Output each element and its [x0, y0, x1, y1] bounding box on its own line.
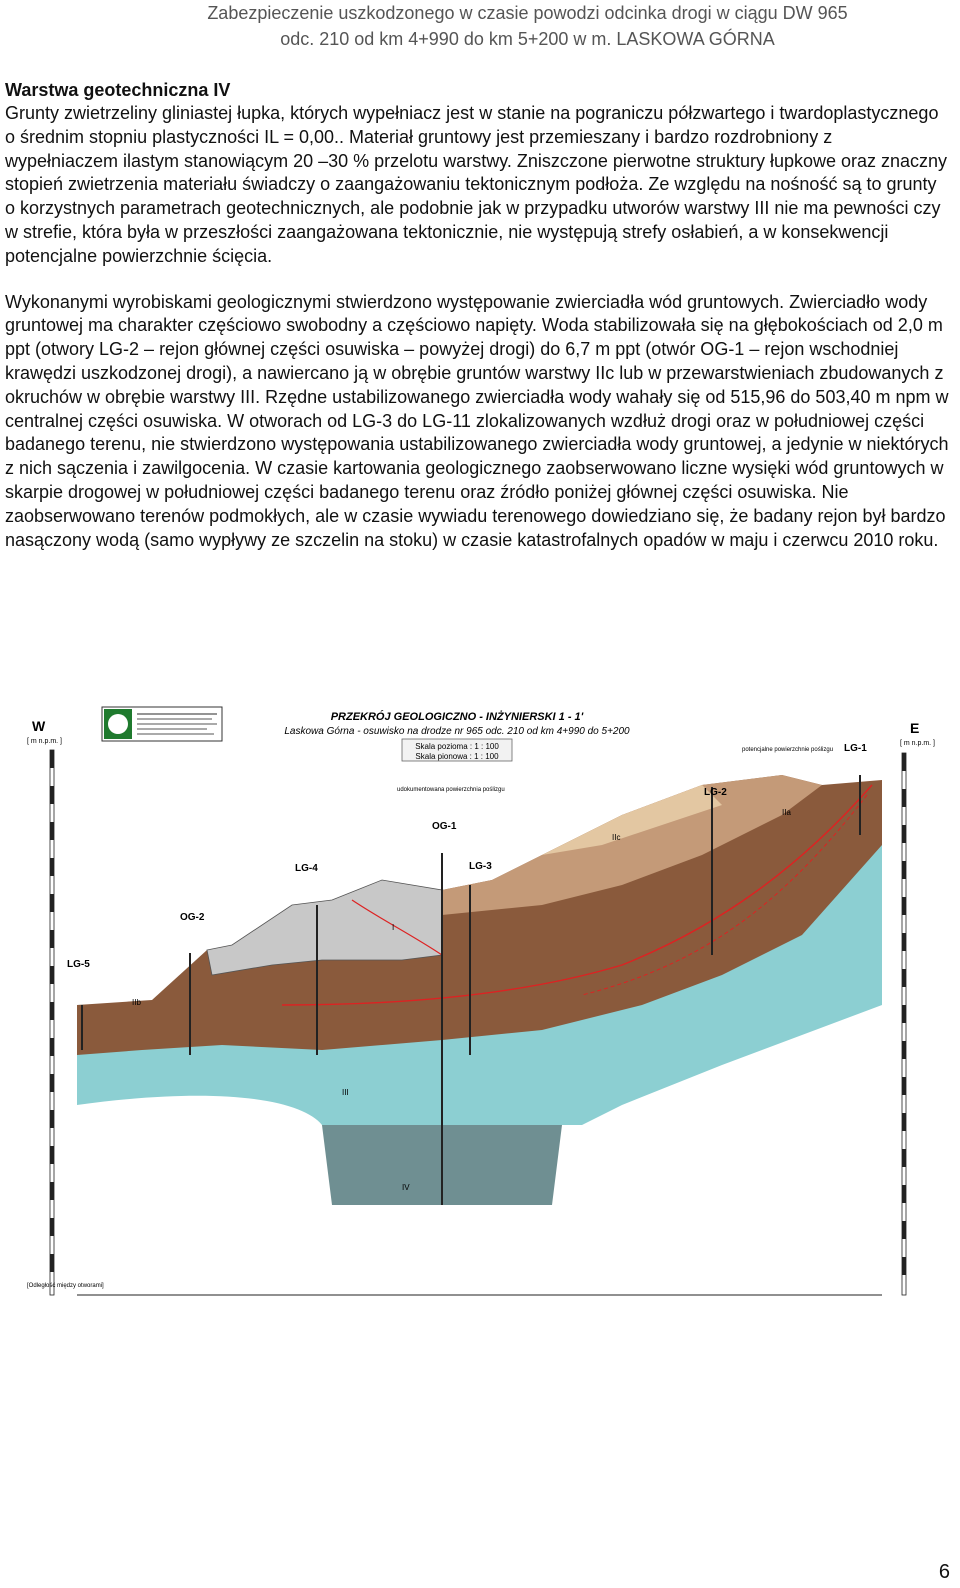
geological-cross-section [22, 705, 942, 1310]
cross-section-drawing [22, 705, 942, 1310]
figure-title: PRZEKRÓJ GEOLOGICZNO - INŻYNIERSKI 1 - 1' [330, 711, 584, 723]
distance-label: [Odległość między otworami] [27, 1283, 104, 1289]
scale-horizontal: Skala pozioma : 1 : 100 [415, 742, 499, 751]
layer-label-iii: III [342, 1088, 349, 1097]
borehole-lg1: LG-1 [844, 743, 867, 754]
layer-label-iib: IIb [132, 998, 141, 1007]
right-elevation-scale [902, 753, 906, 1295]
main-content [5, 78, 950, 552]
east-label: E [910, 720, 920, 736]
page-number: 6 [938, 1561, 950, 1583]
paragraph-layer-iv: Grunty zwietrzeliny gliniastej łupka, których wypełniacz jest w stanie na pograniczu półzwartego i twardoplastycznego o średnim stopniu plastyczności IL = 0,00.. Materiał gruntowy jest przemieszany i bardzo rozdrobniony z wypełniaczem ilastym stanowiącym 20 –30 % przelotu warstwy. Zniszczone pierwotne struktury łupkowe oraz znaczny stopień zwietrzenia materiału świadczy o zaangażowaniu tektonicznym podłoża. Ze względu na nośność są to grunty o korzystnych parametrach geotechnicznych, ale podobnie jak w przypadku utworów warstwy III nie ma pewności czy w strefie, która była w przeszłości zaangażowana tektonicznie, nie występują strefy osłabień, a w konsekwencji potencjalne powierzchnie ścięcia. [5, 103, 948, 266]
layer-label-iia: IIa [782, 808, 791, 817]
left-elevation-scale [50, 750, 54, 1295]
left-unit-label: [ m n.p.m. ] [27, 738, 63, 745]
layer-label-iic: IIc [612, 833, 621, 842]
borehole-og1: OG-1 [432, 821, 457, 832]
page-header [0, 0, 960, 52]
section-heading: Warstwa geotechniczna IV [5, 80, 231, 100]
right-unit-label: [ m n.p.m. ] [900, 740, 936, 747]
surface-label: udokumentowana powierzchnia poślizgu [397, 787, 505, 793]
borehole-lg5: LG-5 [67, 959, 90, 970]
borehole-og2: OG-2 [180, 912, 205, 923]
header-line-1: Zabezpieczenie uszkodzonego w czasie powodzi odcinka drogi w ciągu DW 965 [207, 3, 848, 23]
borehole-lg4: LG-4 [295, 863, 318, 874]
layer-label-i: I [392, 923, 395, 932]
company-logo [102, 707, 222, 741]
borehole-lg2: LG-2 [704, 787, 727, 798]
scale-vertical: Skala pionowa : 1 : 100 [415, 752, 499, 761]
paragraph-groundwater: Wykonanymi wyrobiskami geologicznymi stwierdzono występowanie zwierciadła wód gruntowych. Zwierciadło wody gruntowej ma charakter częściowo swobodny a częściowo napięty. Woda stabilizowała się na głębokościach od 2,0 m ppt (otwory LG-2 – rejon głównej części osuwiska – powyżej drogi) do 6,7 m ppt (otwór OG-1 – rejon wschodniej krawędzi uszkodzonej drogi), a nawiercano ją w obrębie gruntów warstwy IIc lub w przewarstwieniach zbudowanych z okruchów w obrębie warstwy III. Rzędne ustabilizowanego zwierciadła wody wahały się od 515,96 do 503,40 m npm w centralnej części osuwiska. W otworach od LG-3 do LG-11 zlokalizowanych wzdłuż drogi oraz w południowej części badanego terenu, nie stwierdzono występowania ustabilizowanego zwierciadła wody gruntowej, a jedynie w niektórych z nich sączenia i zawilgocenia. W czasie kartowania geologicznego zaobserwowano liczne wysięki wód gruntowych w skarpie drogowej w południowej części badanego terenu oraz źródło poniżej głównej części osuwiska. Nie zaobserwowano terenów podmokłych, ale w czasie wywiadu terenowego dowiedziano się, że badany rejon był bardzo nasączony wodą (samo wypływy ze szczelin na stoku) w czasie katastrofalnych opadów w maju i czerwcu 2010 roku. [5, 291, 949, 550]
borehole-lg3: LG-3 [469, 861, 492, 872]
west-label: W [32, 718, 46, 734]
layer-label-iv: IV [402, 1183, 410, 1192]
potential-label: potencjalne powierzchnie poślizgu [742, 747, 834, 753]
figure-subtitle: Laskowa Górna - osuwisko na drodze nr 965 odc. 210 od km 4+990 do 5+200 [284, 726, 630, 737]
header-line-2: odc. 210 od km 4+990 do km 5+200 w m. LASKOWA GÓRNA [280, 29, 775, 49]
